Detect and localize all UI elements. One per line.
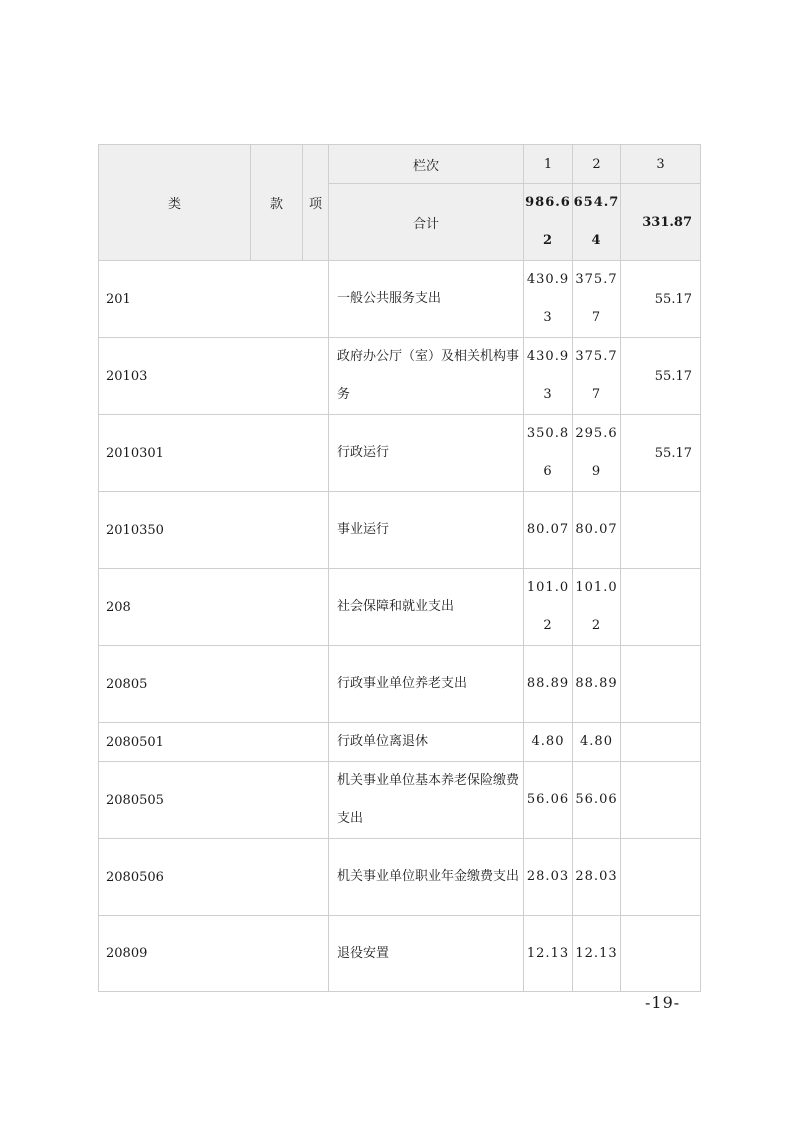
row-value-1: 28.03 xyxy=(524,839,573,916)
header-lanci: 栏次 xyxy=(329,145,524,184)
header-kuan: 款 xyxy=(251,145,303,261)
row-value-1: 430.93 xyxy=(524,261,573,338)
row-value-1: 12.13 xyxy=(524,916,573,992)
row-value-2: 375.77 xyxy=(573,338,621,415)
table-row xyxy=(99,415,701,492)
row-code: 2080506 xyxy=(99,839,329,916)
row-code: 2080501 xyxy=(99,723,329,762)
table-row xyxy=(99,839,701,916)
row-name: 事业运行 xyxy=(329,492,524,569)
row-name: 行政运行 xyxy=(329,415,524,492)
row-name: 行政单位离退休 xyxy=(329,723,524,762)
header-lei: 类 xyxy=(99,145,251,261)
row-code: 2010350 xyxy=(99,492,329,569)
header-total-3: 331.87 xyxy=(621,184,701,261)
row-value-2: 375.77 xyxy=(573,261,621,338)
row-name: 退役安置 xyxy=(329,916,524,992)
row-value-2: 28.03 xyxy=(573,839,621,916)
row-code: 201 xyxy=(99,261,329,338)
row-value-2: 101.02 xyxy=(573,569,621,646)
row-value-3 xyxy=(621,916,701,992)
row-code: 2080505 xyxy=(99,762,329,839)
row-value-2: 56.06 xyxy=(573,762,621,839)
row-value-3: 55.17 xyxy=(621,415,701,492)
header-total-2: 654.74 xyxy=(573,184,621,261)
row-value-2: 88.89 xyxy=(573,646,621,723)
header-xiang: 项 xyxy=(303,145,329,261)
row-code: 20805 xyxy=(99,646,329,723)
table-row xyxy=(99,723,701,762)
row-code: 20809 xyxy=(99,916,329,992)
table-row xyxy=(99,338,701,415)
page-number: -19- xyxy=(645,993,681,1012)
row-value-3: 55.17 xyxy=(621,261,701,338)
table-body xyxy=(99,261,701,992)
row-name: 行政事业单位养老支出 xyxy=(329,646,524,723)
row-value-1: 80.07 xyxy=(524,492,573,569)
header-lanci-3: 3 xyxy=(621,145,701,184)
table-row xyxy=(99,762,701,839)
row-value-1: 430.93 xyxy=(524,338,573,415)
row-value-3 xyxy=(621,762,701,839)
row-value-2: 80.07 xyxy=(573,492,621,569)
table-row xyxy=(99,569,701,646)
row-value-3 xyxy=(621,492,701,569)
row-code: 20103 xyxy=(99,338,329,415)
header-lanci-2: 2 xyxy=(573,145,621,184)
row-value-2: 4.80 xyxy=(573,723,621,762)
table-row xyxy=(99,916,701,992)
row-value-3 xyxy=(621,646,701,723)
header-total-label: 合计 xyxy=(329,184,524,261)
row-value-1: 56.06 xyxy=(524,762,573,839)
budget-expenditure-table xyxy=(98,144,701,992)
row-value-1: 88.89 xyxy=(524,646,573,723)
row-value-3 xyxy=(621,569,701,646)
header-lanci-1: 1 xyxy=(524,145,573,184)
row-name: 机关事业单位基本养老保险缴费支出 xyxy=(329,762,524,839)
row-value-2: 12.13 xyxy=(573,916,621,992)
row-name: 政府办公厅（室）及相关机构事务 xyxy=(329,338,524,415)
row-code: 2010301 xyxy=(99,415,329,492)
row-name: 机关事业单位职业年金缴费支出 xyxy=(329,839,524,916)
row-value-1: 4.80 xyxy=(524,723,573,762)
header-total-1: 986.62 xyxy=(524,184,573,261)
row-name: 一般公共服务支出 xyxy=(329,261,524,338)
table-row xyxy=(99,646,701,723)
table-row xyxy=(99,492,701,569)
table-row xyxy=(99,261,701,338)
row-value-2: 295.69 xyxy=(573,415,621,492)
row-value-3 xyxy=(621,839,701,916)
row-value-1: 350.86 xyxy=(524,415,573,492)
row-value-3 xyxy=(621,723,701,762)
row-name: 社会保障和就业支出 xyxy=(329,569,524,646)
row-code: 208 xyxy=(99,569,329,646)
row-value-3: 55.17 xyxy=(621,338,701,415)
row-value-1: 101.02 xyxy=(524,569,573,646)
